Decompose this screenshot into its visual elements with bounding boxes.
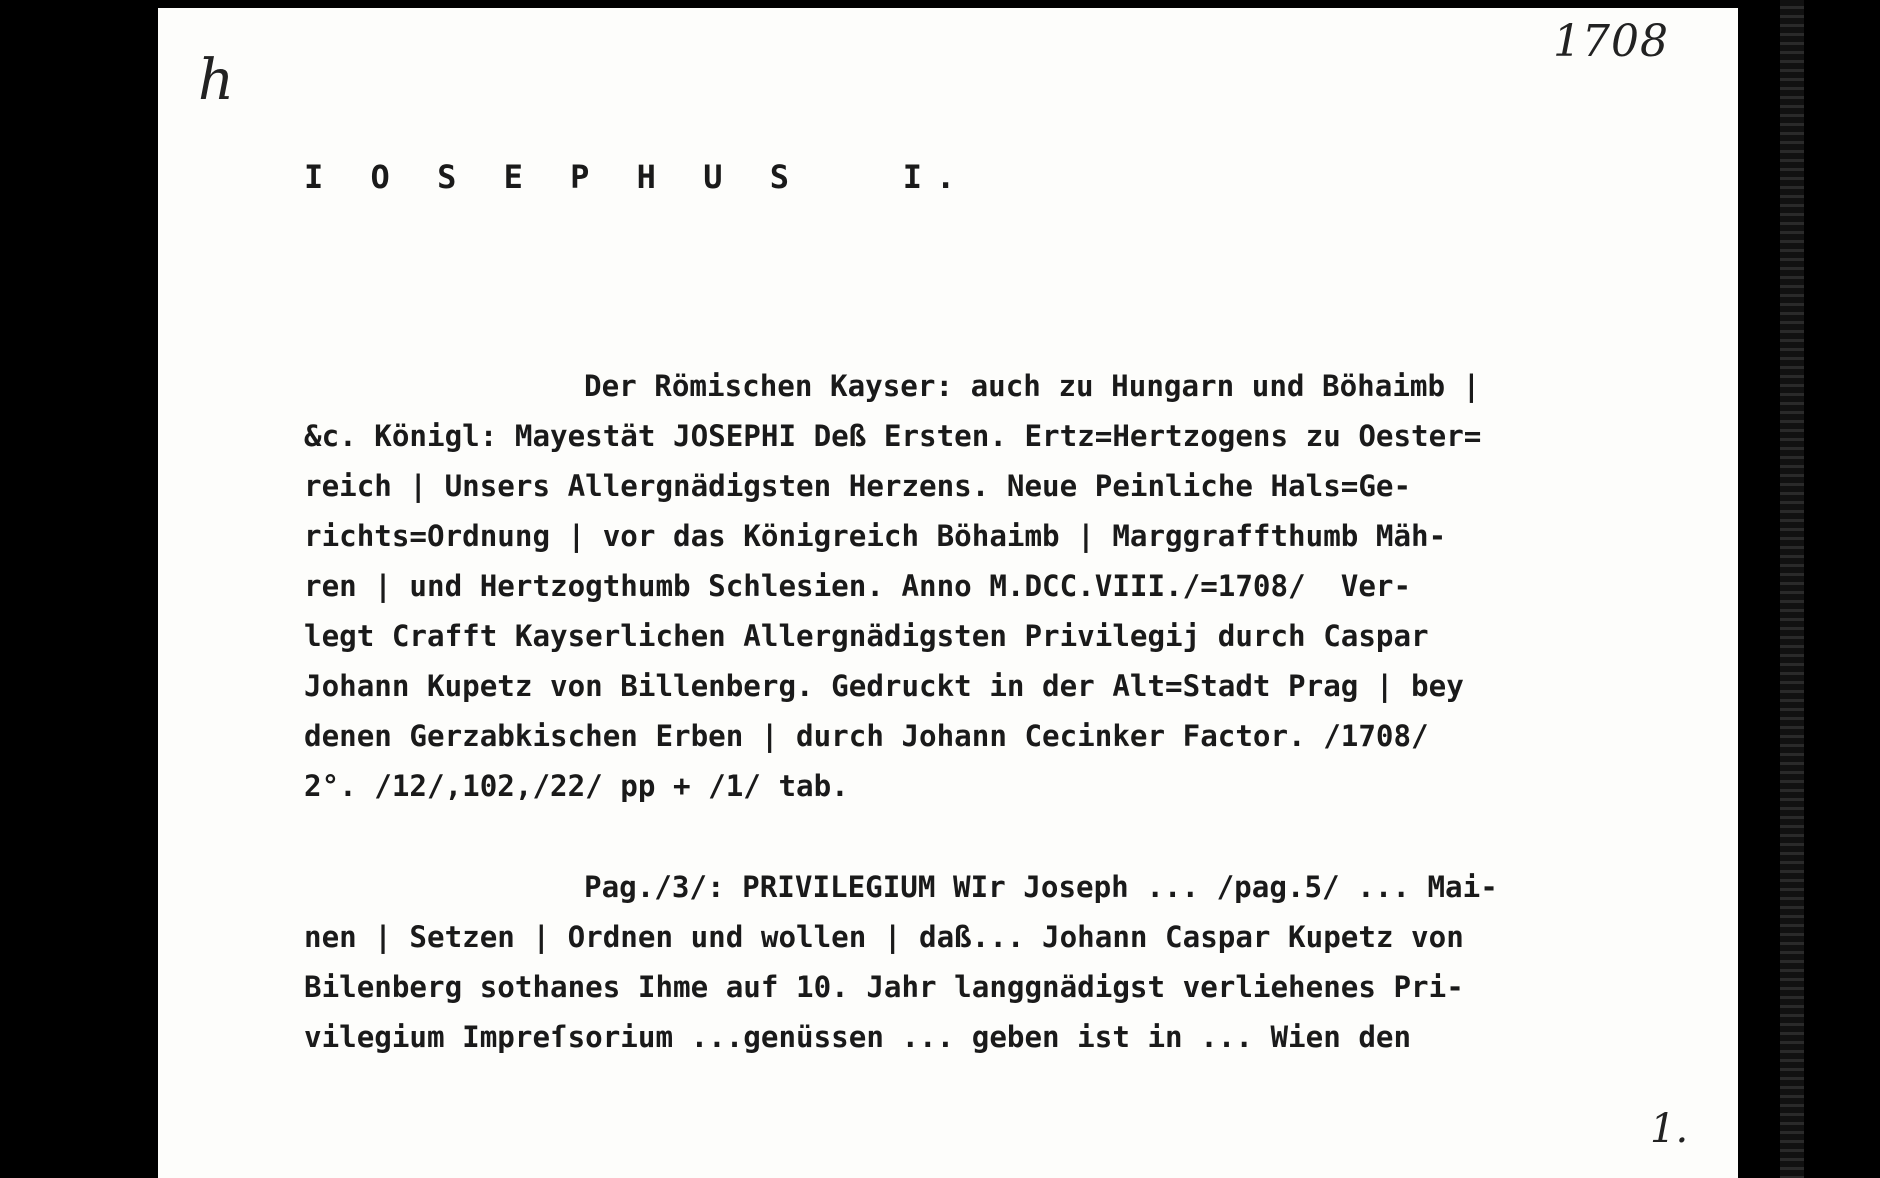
handwritten-year-number: 1708	[1553, 16, 1669, 67]
privilege-excerpt	[304, 862, 1644, 1062]
text-line: Der Römischen Kayser: auch zu Hungarn und Böhaimb |	[584, 369, 1481, 403]
card-heading: I O S E P H U S I.	[304, 158, 970, 196]
text-line: &c. Königl: Mayestät JOSEPHI Deß Ersten. Ertz=Hertzogens zu Oester=	[304, 419, 1482, 453]
text-line: legt Crafft Kayserlichen Allergnädigsten Privilegij durch Caspar	[304, 619, 1429, 653]
bibliographic-description	[304, 361, 1644, 811]
text-line: denen Gerzabkischen Erben | durch Johann Cecinker Factor. /1708/	[304, 719, 1429, 753]
text-line: Pag./3/: PRIVILEGIUM WIr Joseph ... /pag.5/ ... Mai-	[584, 870, 1498, 904]
text-line: richts=Ordnung | vor das Königreich Böhaimb | Marggraffthumb Mäh-	[304, 519, 1447, 553]
text-line: ren | und Hertzogthumb Schlesien. Anno M.DCC.VIII./=1708/ Ver-	[304, 569, 1412, 603]
text-line: nen | Setzen | Ordnen und wollen | daß... Johann Caspar Kupetz von	[304, 920, 1464, 954]
handwritten-left-mark: h	[198, 48, 235, 113]
text-line: Johann Kupetz von Billenberg. Gedruckt in der Alt=Stadt Prag | bey	[304, 669, 1464, 703]
catalog-card	[158, 8, 1738, 1178]
text-line: vilegium Impreſsorium ...genüssen ... geben ist in ... Wien den	[304, 1020, 1412, 1054]
scan-edge	[1780, 0, 1804, 1178]
text-line: Bilenberg sothanes Ihme auf 10. Jahr langgnädigst verliehenes Pri-	[304, 970, 1464, 1004]
handwritten-page-number: 1.	[1650, 1106, 1689, 1152]
text-line: 2°. /12/,102,/22/ pp + /1/ tab.	[304, 769, 849, 803]
text-line: reich | Unsers Allergnädigsten Herzens. Neue Peinliche Hals=Ge-	[304, 469, 1412, 503]
